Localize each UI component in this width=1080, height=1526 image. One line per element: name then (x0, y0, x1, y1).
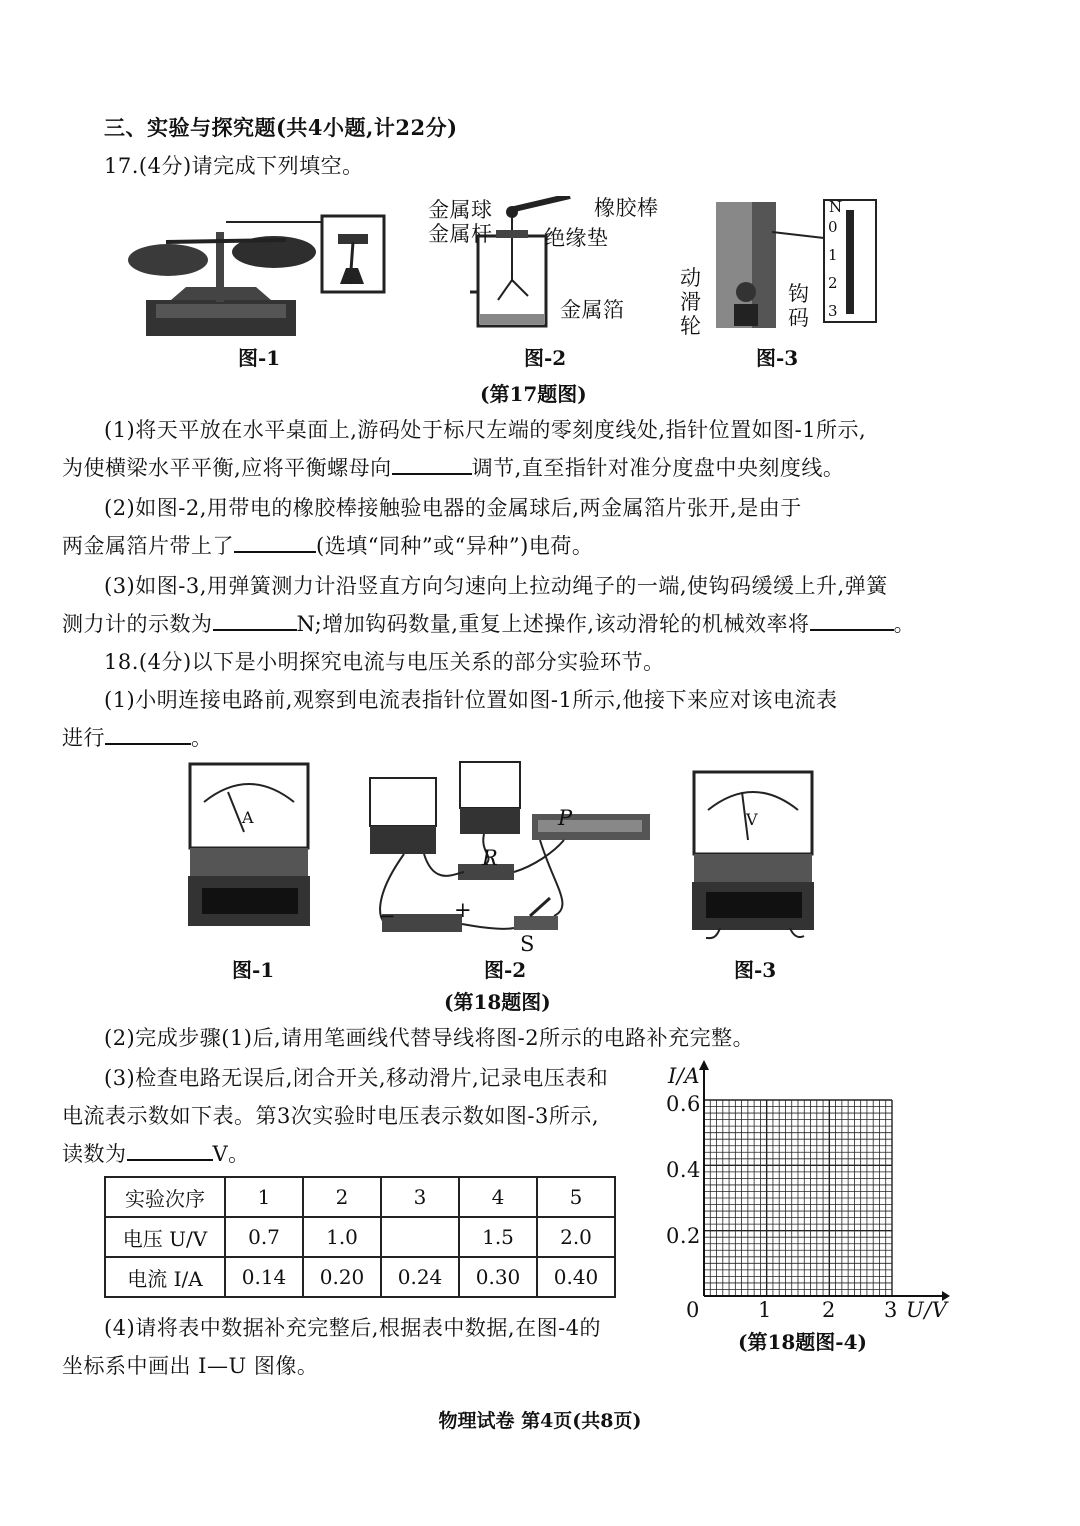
table-header-cell: 2 (303, 1177, 381, 1217)
q17-p2-pre: 两金属箔片带上了 (62, 534, 234, 558)
q18-p3-line1: (3)检查电路无误后,闭合开关,移动滑片,记录电压表和 (104, 1066, 609, 1090)
table-header-cell: 3 (381, 1177, 459, 1217)
q18-p3-line2: 电流表示数如下表。第3次实验时电压表示数如图-3所示, (62, 1104, 599, 1128)
table-row (105, 1217, 615, 1257)
q17-figure-caption: (第17题图) (480, 382, 587, 406)
fig3-tick: 0 (828, 218, 839, 236)
answer-blank[interactable] (392, 453, 472, 475)
q17-p1-post: 调节,直至指针对准分度盘中央刻度线。 (471, 456, 845, 480)
x-tick-label: 0 (686, 1298, 700, 1322)
table-cell: 1.0 (303, 1217, 381, 1257)
voltmeter-symbol: V (746, 810, 759, 829)
fig2-label-metal-rod: 金属杆 (428, 222, 493, 246)
q17-fig1-balance (126, 212, 396, 342)
table-cell: 0.20 (303, 1257, 381, 1297)
q17-p1-line2 (62, 452, 844, 482)
q18-p4-line2: 坐标系中画出 I—U 图像。 (62, 1354, 319, 1378)
fig2-label-foil: 金属箔 (560, 298, 625, 322)
q18-p4-line1: (4)请将表中数据补充完整后,根据表中数据,在图-4的 (104, 1316, 602, 1340)
q18-fig4-graph[interactable] (660, 1060, 950, 1330)
table-header-cell: 实验次序 (105, 1177, 225, 1217)
y-axis-label: I/A (668, 1064, 701, 1088)
q17-p3-line2 (62, 608, 915, 638)
graph-grid (704, 1100, 892, 1296)
answer-blank[interactable] (213, 609, 297, 631)
fig3-tick: 3 (828, 302, 839, 320)
q17-fig1-label: 图-1 (238, 346, 281, 370)
y-axis-arrow-icon (699, 1060, 709, 1070)
q17-p2-line2 (62, 530, 593, 560)
table-header-cell: 1 (225, 1177, 303, 1217)
answer-blank[interactable] (127, 1139, 213, 1161)
q17-p2-line1: (2)如图-2,用带电的橡胶棒接触验电器的金属球后,两金属箔片张开,是由于 (104, 496, 802, 520)
table-cell: 电流 I/A (105, 1257, 225, 1297)
table-cell: 电压 U/V (105, 1217, 225, 1257)
circuit-label-plus: + (454, 898, 473, 922)
q17-p1-line1: (1)将天平放在水平桌面上,游码处于标尺左端的零刻度线处,指针位置如图-1所示, (104, 418, 867, 442)
table-cell: 0.24 (381, 1257, 459, 1297)
q18-p1-line1: (1)小明连接电路前,观察到电流表指针位置如图-1所示,他接下来应对该电流表 (104, 688, 838, 712)
x-tick-label: 3 (884, 1298, 898, 1322)
x-tick-label: 2 (822, 1298, 836, 1322)
table-header-cell: 4 (459, 1177, 537, 1217)
answer-blank[interactable] (234, 531, 316, 553)
q18-fig3-label: 图-3 (734, 958, 777, 982)
fig3-label-pulley-3: 轮 (680, 314, 702, 338)
section-title: 三、实验与探究题(共4小题,计22分) (104, 115, 458, 140)
q17-p3-line1: (3)如图-3,用弹簧测力计沿竖直方向匀速向上拉动绳子的一端,使钩码缓缓上升,弹簧 (104, 574, 888, 598)
q18-fig4-caption: (第18题图-4) (738, 1330, 867, 1354)
table-cell: 0.30 (459, 1257, 537, 1297)
fig3-label-weight-1: 钩 (788, 282, 810, 306)
fig2-label-rubber-rod: 橡胶棒 (594, 196, 659, 220)
answer-blank[interactable] (810, 609, 894, 631)
q18-p1-post: 。 (191, 726, 213, 750)
q18-fig3-voltmeter (690, 770, 816, 940)
q17-intro: 17.(4分)请完成下列填空。 (104, 154, 364, 178)
circuit-label-s: S (520, 932, 535, 956)
q18-figure-caption: (第18题图) (444, 990, 551, 1014)
q17-p2-post: (选填“同种”或“异种”)电荷。 (316, 534, 594, 558)
q17-p3-mid: N;增加钩码数量,重复上述操作,该动滑轮的机械效率将 (296, 612, 810, 636)
table-row (105, 1257, 615, 1297)
circuit-label-r: R (482, 846, 499, 870)
x-axis-label: U/V (906, 1298, 948, 1322)
q18-fig1-ammeter (186, 762, 312, 928)
table-cell: 0.7 (225, 1217, 303, 1257)
answer-blank[interactable] (105, 723, 191, 745)
fig3-label-pulley-1: 动 (680, 266, 702, 290)
circuit-label-minus: − (378, 904, 397, 928)
q18-fig2-label: 图-2 (484, 958, 527, 982)
fig2-label-ball: 金属球 (428, 198, 493, 222)
table-cell: 0.40 (537, 1257, 615, 1297)
fig3-label-pulley-2: 滑 (680, 290, 702, 314)
q18-p1-pre: 进行 (62, 726, 105, 750)
y-tick-label: 0.4 (666, 1158, 701, 1182)
q18-p3-post: V。 (212, 1142, 250, 1166)
circuit-label-p: P (558, 806, 573, 830)
fig3-label-weight-2: 码 (788, 306, 810, 330)
q18-p1-line2 (62, 722, 213, 752)
experiment-data-table (104, 1176, 616, 1298)
q17-fig2-label: 图-2 (524, 346, 567, 370)
table-cell: 1.5 (459, 1217, 537, 1257)
x-tick-label: 1 (758, 1298, 772, 1322)
q17-p3-pre: 测力计的示数为 (62, 612, 213, 636)
table-row (105, 1177, 615, 1217)
q18-fig1-label: 图-1 (232, 958, 275, 982)
q18-p3-line3 (62, 1138, 250, 1168)
page-footer: 物理试卷 第4页(共8页) (438, 1410, 642, 1432)
q17-p3-post: 。 (893, 612, 916, 636)
q17-fig3-label: 图-3 (756, 346, 799, 370)
table-cell-blank[interactable] (381, 1217, 459, 1257)
q18-p3-pre: 读数为 (62, 1142, 127, 1166)
fig3-unit: N (829, 198, 843, 216)
fig2-label-pad: 绝缘垫 (544, 226, 609, 250)
y-tick-label: 0.2 (666, 1224, 701, 1248)
fig3-tick: 1 (828, 246, 839, 264)
q18-fig2-circuit (364, 756, 660, 946)
fig3-tick: 2 (828, 274, 839, 292)
table-header-cell: 5 (537, 1177, 615, 1217)
q18-intro: 18.(4分)以下是小明探究电流与电压关系的部分实验环节。 (104, 650, 665, 674)
ammeter-symbol: A (242, 808, 255, 827)
table-cell: 0.14 (225, 1257, 303, 1297)
table-cell: 2.0 (537, 1217, 615, 1257)
y-tick-label: 0.6 (666, 1092, 701, 1116)
q17-p1-pre: 为使横梁水平平衡,应将平衡螺母向 (62, 456, 392, 480)
q18-p2: (2)完成步骤(1)后,请用笔画线代替导线将图-2所示的电路补充完整。 (104, 1026, 755, 1050)
